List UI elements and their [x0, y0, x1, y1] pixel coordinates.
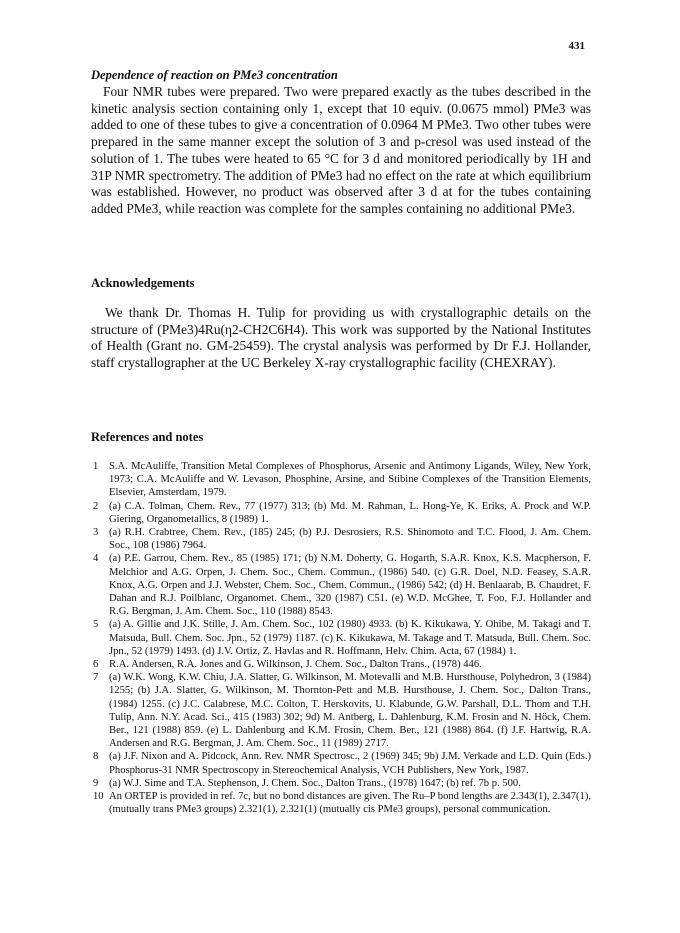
- reference-item: [91, 777, 591, 790]
- paragraph-pme3-dependence: Four NMR tubes were prepared. Two were prepared exactly as the tubes described in the kinetic analysis section containing only 1, except that 10 equiv. (0.0675 mmol) PMe3 was added to one of these tubes to give a concentration of 0.0964 M PMe3. Two other tubes were prepared in the same manner except the solution of 3 and p-cresol was used instead of the solution of 1. The tubes were heated to 65 °C for 3 d and monitored periodically by 1H and 31P NMR spectrometry. The addition of PMe3 had no effect on the rate at which equilibrium was established. However, no product was observed after 3 d at for the tubes containing added PMe3, while reaction was complete for the samples containing no additional PMe3.: [91, 84, 591, 216]
- reference-text: (a) P.E. Garrou, Chem. Rev., 85 (1985) 171; (b) N.M. Doherty, G. Hogarth, S.A.R. Knox, K.S. Macpherson, F. Melchior and A.G. Orpen, J. Chem. Soc., Chem. Commun., (1986) 540. (c) G.R. Doel, N.D. Feasey, S.A.R. Knox, A.G. Orpen and J.J. Webster, Chem. Soc., Chem. Commun., (1986) 542; (d) H. Benlaarab, B. Chaudret, F. Dahan and R.J. Poilblanc, Organomet. Chem., 320 (1987) C51. (e) W.D. McGhee, T. Foo, F.J. Hollander and R.G. Bergman, J. Am. Chem. Soc., 110 (1988) 8543.: [109, 553, 591, 618]
- reference-text: An ORTEP is provided in ref. 7c, but no bond distances are given. The Ru–P bond lengths are 2.343(1), 2.347(1), (mutually trans PMe3 groups) 2.321(1), 2.321(1) (mutually cis PMe3 groups), personal communication.: [109, 791, 591, 816]
- reference-number: 9: [93, 777, 99, 789]
- reference-number: 8: [93, 751, 99, 763]
- reference-text: (a) C.A. Tolman, Chem. Rev., 77 (1977) 313; (b) Md. M. Rahman, L. Hong-Ye, K. Eriks, A. Prock and W.P. Giering, Organometallics, 8 (1989) 1.: [109, 500, 591, 525]
- reference-number: 4: [93, 553, 99, 565]
- reference-item: [91, 500, 591, 526]
- reference-text: (a) W.J. Sime and T.A. Stephenson, J. Chem. Soc., Dalton Trans., (1978) 1647; (b) ref. 7b p. 500.: [109, 777, 521, 789]
- reference-item: [91, 526, 591, 552]
- reference-text: (a) A. Gillie and J.K. Stille, J. Am. Chem. Soc., 102 (1980) 4933. (b) K. Kikukawa, Y. Ohibe, M. Takagi and T. Matsuda, Bull. Chem. Soc. Jpn., 52 (1979) 1187. (c) K. Kikukawa, M. Takage and T. Matsuda, Bull. Chem. Soc. Jpn., 52 (1979) 1493. (d) J.V. Ortiz, Z. Havlas and R. Hoffmann, Helv. Chim. Acta, 67 (1984) 1.: [109, 619, 591, 657]
- reference-text: (a) R.H. Crabtree, Chem. Rev., (185) 245; (b) P.J. Desrosiers, R.S. Shinomoto and T.C. Flood, J. Am. Chem. Soc., 108 (1986) 7964.: [109, 527, 591, 552]
- reference-text: (a) W.K. Wong, K.W. Chiu, J.A. Slatter, G. Wilkinson, M. Motevalli and M.B. Hursthouse, Polyhedron, 3 (1984) 1255; (b) J.A. Slatter, G. Wilkinson, M. Thornton-Pett and M.B. Hursthouse, J. Chem. Soc., Dalton Trans., (1984) 1255. (c) J.C. Calabrese, M.C. Colton, T. Herskovits, U. Klabunde, G.W. Parshall, D.L. Thom and T.H. Tulip, Ann. N.Y. Acad. Sci., 415 (1983) 302; 9d) M. Antberg, L. Dahlenburg, K.M. Frosin and N. Höck, Chem. Ber., 121 (1988) 859. (e) L. Dahlenburg and K.M. Frosin, Chem. Ber., 121 (1988) 864. (f) J.F. Hartwig, R.A. Andersen and R.G. Bergman, J. Am. Chem. Soc., 11 (1989) 2717.: [109, 672, 591, 750]
- reference-item: [91, 460, 591, 500]
- reference-item: [91, 552, 591, 618]
- reference-text: R.A. Andersen, R.A. Jones and G. Wilkinson, J. Chem. Soc., Dalton Trans., (1978) 446.: [109, 659, 482, 671]
- reference-number: 5: [93, 619, 99, 631]
- reference-item: [91, 750, 591, 776]
- reference-number: 7: [93, 672, 99, 684]
- reference-number: 3: [93, 527, 99, 539]
- reference-number: 6: [93, 659, 99, 671]
- reference-item: [91, 790, 591, 816]
- references-heading: References and notes: [91, 430, 204, 444]
- reference-item: [91, 658, 591, 671]
- reference-text: (a) J.F. Nixon and A. Pidcock, Ann. Rev. NMR Spectrosc., 2 (1969) 345; 9b) J.M. Verkade and L.D. Quin (Eds.) Phosphorus-31 NMR Spectroscopy in Stereochemical Analysis, VCH Publishers, New York, 1987.: [109, 751, 591, 776]
- reference-number: 10: [93, 791, 104, 803]
- reference-text: S.A. McAuliffe, Transition Metal Complexes of Phosphorus, Arsenic and Antimony Ligands, Wiley, New York, 1973; C.A. McAuliffe and W. Levason, Phosphine, Arsine, and Stibine Complexes of the Transition Elements, Elsevier, Amsterdam, 1979.: [109, 461, 591, 499]
- reference-number: 2: [93, 500, 99, 512]
- reference-list: [91, 460, 591, 816]
- page-number: 431: [568, 40, 585, 52]
- reference-item: [91, 618, 591, 658]
- reference-number: 1: [93, 461, 99, 472]
- acknowledgements-heading: Acknowledgements: [91, 276, 195, 290]
- section-heading-pme3: Dependence of reaction on PMe3 concentration: [91, 68, 338, 82]
- acknowledgements-paragraph: We thank Dr. Thomas H. Tulip for providing us with crystallographic details on the structure of (PMe3)4Ru(η2-CH2C6H4). This work was supported by the National Institutes of Health (Grant no. GM-25459). The crystal analysis was performed by Dr F.J. Hollander, staff crystallographer at the UC Berkeley X-ray crystallographic facility (CHEXRAY).: [91, 305, 591, 371]
- reference-item: [91, 671, 591, 750]
